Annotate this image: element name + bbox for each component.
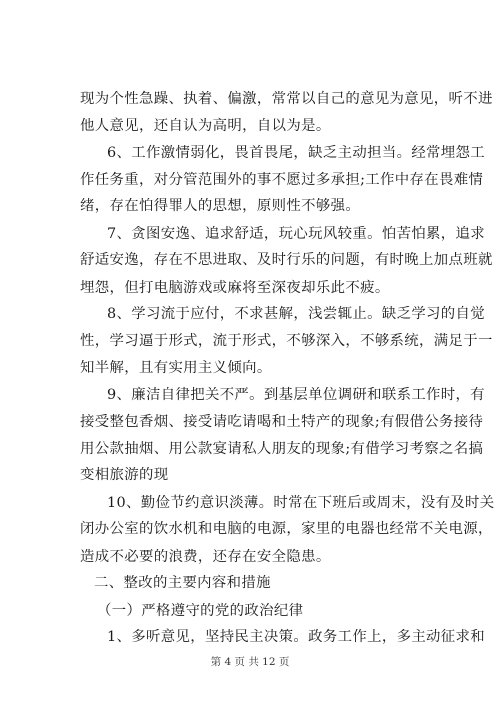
text-line: 9、廉洁自律把关不严。到基层单位调研和联系工作时，有 [107, 387, 486, 403]
text-line: 埋怨，但打电脑游戏或麻将至深夜却乐此不疲。 [80, 280, 390, 296]
text-line: 接受整包香烟、接受请吃请喝和土特产的现象;有假借公务接待 [80, 414, 484, 430]
text-line: 10、勤俭节约意识淡薄。时常在下班后或周末，没有及时关 [107, 495, 495, 511]
text-line: 舒适安逸，存在不思进取、及时行乐的问题，有时晚上加点班就 [80, 252, 493, 268]
text-line: 用公款抽烟、用公款宴请私人朋友的现象;有借学习考察之名搞 [80, 441, 484, 457]
text-line: 现为个性急躁、执着、偏激，常常以自己的意见为意见，听不进 [80, 91, 493, 107]
text-line: 他人意见，还自认为高明，自以为是。 [80, 118, 331, 134]
text-line: 性，学习逼于形式，流于形式，不够深入，不够系统，满足于一 [80, 333, 493, 349]
text-line: 造成不必要的浪费，还存在安全隐患。 [80, 549, 331, 565]
text-line: 绪，存在怕得罪人的思想，原则性不够强。 [80, 198, 361, 214]
text-line: 8、学习流于应付，不求甚解，浅尝辄止。缺乏学习的自觉 [107, 306, 486, 322]
text-line: 知半解，且有实用主义倾向。 [80, 360, 272, 376]
text-line: 闭办公室的饮水机和电脑的电源，家里的电器也经常不关电源， [80, 521, 493, 537]
text-line: 6、工作激情弱化，畏首畏尾，缺乏主动担当。经常埋怨工 [107, 145, 486, 161]
page-number-footer: 第 4 页 共 12 页 [210, 656, 290, 668]
section-heading: 二、整改的主要内容和措施 [94, 575, 271, 591]
text-line: 作任务重，对分管范围外的事不愿过多承担;工作中存在畏难情 [80, 172, 484, 188]
text-line: 1、多听意见，坚持民主决策。政务工作上，多主动征求和 [107, 629, 486, 645]
text-line: 7、贪图安逸、追求舒适，玩心玩风较重。怕苦怕累，追求 [107, 226, 486, 242]
text-line: 变相旅游的现 [80, 467, 169, 483]
subsection-heading: （一）严格遵守的党的政治纪律 [97, 603, 304, 619]
